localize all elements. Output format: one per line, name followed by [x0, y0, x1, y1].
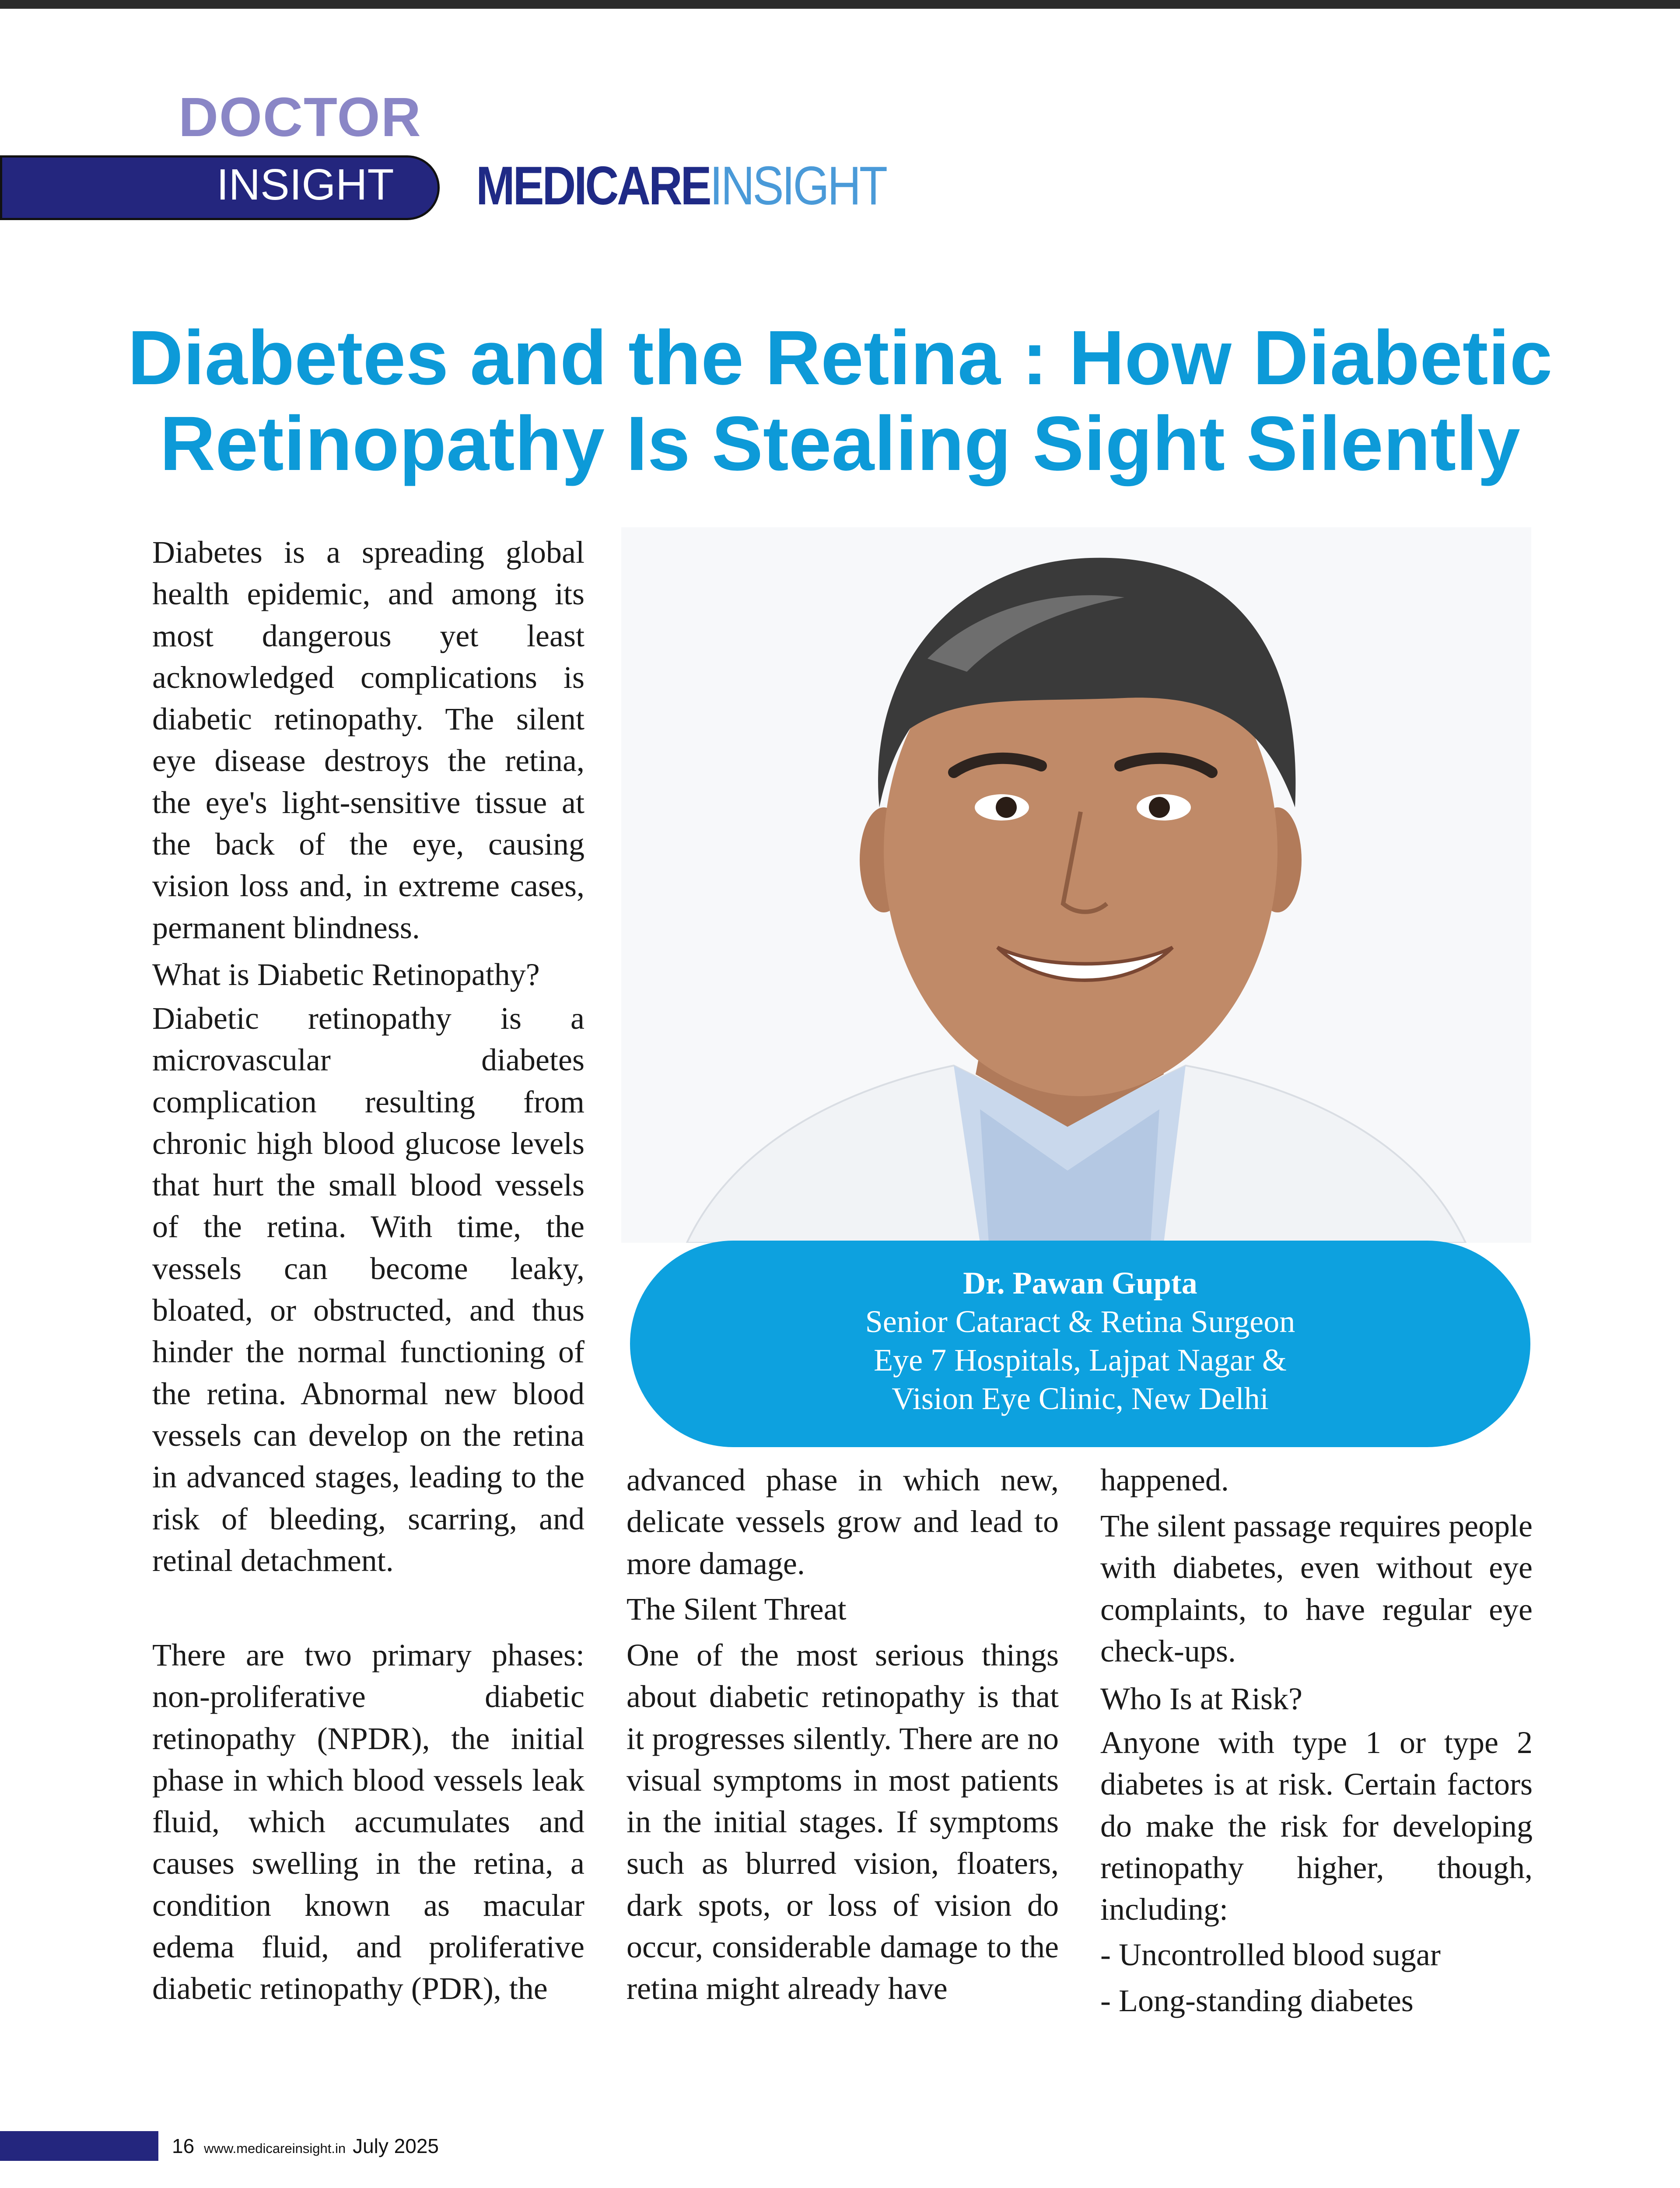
- author-name: Dr. Pawan Gupta: [963, 1266, 1197, 1301]
- page-footer: [172, 2131, 439, 2161]
- paragraph-happened: happened.: [1100, 1462, 1229, 1497]
- author-affiliation-line2: Vision Eye Clinic, New Delhi: [892, 1381, 1269, 1416]
- issue-date: July 2025: [353, 2135, 439, 2157]
- subheading-who-at-risk: Who Is at Risk?: [1100, 1681, 1302, 1716]
- page-number: 16: [172, 2135, 195, 2157]
- list-item-blood-sugar: - Uncontrolled blood sugar: [1100, 1937, 1441, 1972]
- magazine-logo: [476, 156, 886, 216]
- paragraph-risk: Anyone with type 1 or type 2 diabetes is at risk. Certain factors do make the risk for developing retinopathy higher, though, including:: [1100, 1725, 1533, 1927]
- subheading-silent-threat: The Silent Threat: [626, 1592, 847, 1627]
- section-label-doctor: DOCTOR: [178, 86, 422, 148]
- author-credit-box: [630, 1241, 1530, 1447]
- doctor-portrait-image: [621, 527, 1531, 1243]
- paragraph-phases: There are two primary phases: non-proliferative diabetic retinopathy (NPDR), the initial phase in which blood vessels leak fluid, which accumulates and causes swelling in the retina, a condition known as macular edema fluid, and proliferative diabetic retinopathy (PDR), the: [152, 1637, 584, 2006]
- top-edge: [0, 0, 1680, 9]
- author-title: Senior Cataract & Retina Surgeon: [865, 1304, 1295, 1339]
- paragraph-intro: Diabetes is a spreading global health epidemic, and among its most dangerous yet least acknowledged complications is diabetic retinopathy. The silent eye disease destroys the retina, the eye's light-sensitive tissue at the back of the eye, causing vision loss and, in extreme cases, permanent blindness.: [152, 535, 584, 945]
- footer-url: www.medicareinsight.in: [204, 2141, 346, 2156]
- article-headline: Diabetes and the Retina : How Diabetic Retinopathy Is Stealing Sight Silently: [127, 315, 1553, 487]
- paragraph-silent-threat: One of the most serious things about diabetic retinopathy is that it progresses silently. There are no visual symptoms in most patients in the initial stages. If symptoms such as blurred vision, floaters, dark spots, or loss of vision do occur, considerable damage to the retina might already have: [626, 1637, 1059, 2006]
- subheading-what-is: What is Diabetic Retinopathy?: [152, 957, 540, 992]
- paragraph-definition: Diabetic retinopathy is a microvascular diabetes complication resulting from chronic high blood glucose levels that hurt the small blood vessels of the retina. With time, the vessels can become leaky, bloated, or obstructed, and thus hinder the normal functioning of the retina. Abnormal new blood vessels can develop on the retina in advanced stages, leading to the risk of bleeding, scarring, and retinal detachment.: [152, 1001, 584, 1578]
- section-label-insight: INSIGHT: [217, 160, 394, 209]
- author-photo: [621, 527, 1531, 1243]
- author-affiliation-line1: Eye 7 Hospitals, Lajpat Nagar &: [874, 1343, 1287, 1378]
- logo-light-word: INSIGHT: [710, 156, 886, 216]
- footer-bar: [0, 2131, 158, 2161]
- logo-bold-word: MEDICARE: [476, 156, 710, 216]
- paragraph-checkups: The silent passage requires people with diabetes, even without eye complaints, to have regular eye check-ups.: [1100, 1508, 1533, 1669]
- paragraph-phases-continued: advanced phase in which new, delicate vessels grow and lead to more damage.: [626, 1462, 1059, 1581]
- list-item-long-standing: - Long-standing diabetes: [1100, 1983, 1414, 2018]
